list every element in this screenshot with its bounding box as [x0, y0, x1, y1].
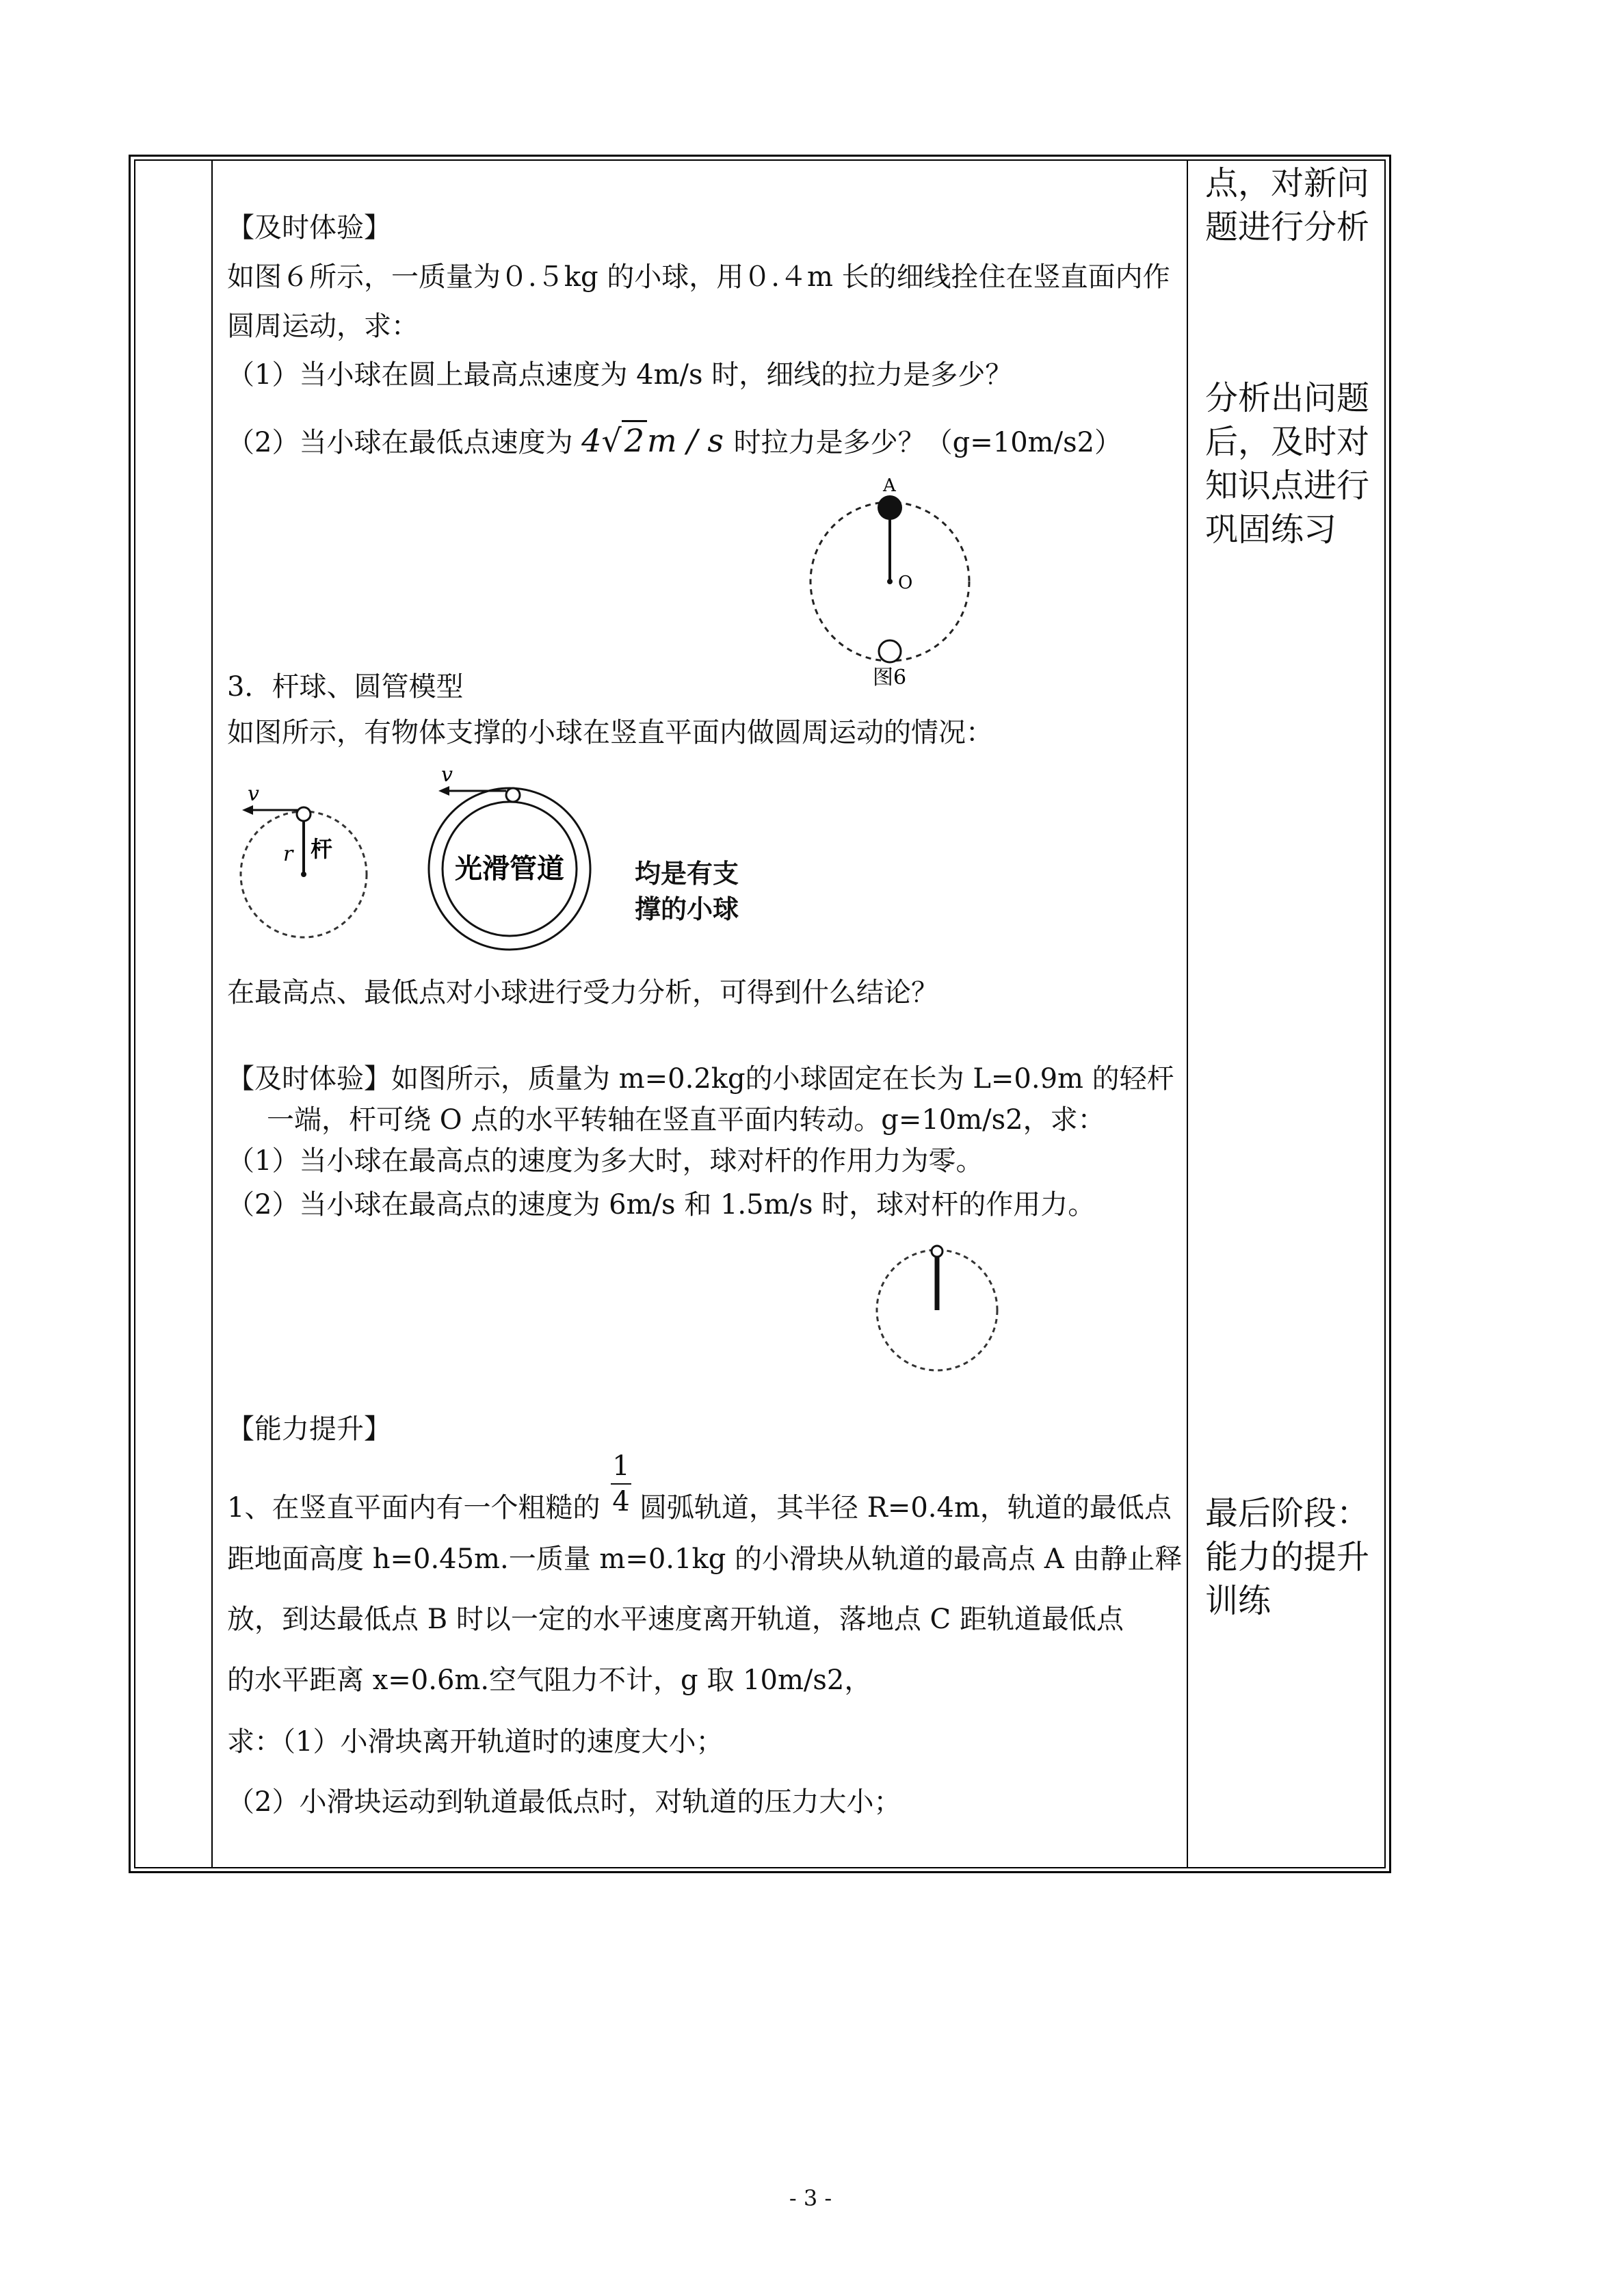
side-note-2-line2: 后，及时对	[1205, 423, 1370, 461]
rod-label-r: r	[283, 842, 293, 866]
ability-question-1: 求：（1）小滑块离开轨道时的速度大小；	[227, 1726, 724, 1758]
figure-6-center-dot	[887, 579, 893, 584]
table-border-top-outer	[129, 155, 1391, 157]
rod-arrowhead	[242, 805, 253, 815]
exp1-question-1: （1）当小球在圆上最高点速度为 4m/s 时，细线的拉力是多少？	[227, 359, 1013, 391]
exp2-line1: 【及时体验】如图所示，质量为 m=0.2kg的小球固定在长为 L=0.9m 的轻杆	[227, 1063, 1174, 1095]
pipe-label: 光滑管道	[455, 852, 564, 885]
exp1-question-2-pre: （2）当小球在最低点速度为	[227, 427, 573, 458]
exp2-line2: 一端，杆可绕 O 点的水平转轴在竖直平面内转动。g=10m/s2，求：	[267, 1104, 1105, 1136]
section-3-intro: 如图所示，有物体支撑的小球在竖直平面内做圆周运动的情况：	[227, 717, 993, 748]
rod-center	[301, 872, 306, 877]
table-border-right-inner	[1384, 159, 1386, 1868]
speed-unit: m / s	[647, 422, 724, 459]
table-divider-1	[211, 159, 213, 1868]
exp1-question-2	[227, 424, 1122, 459]
speed-radicand: 2	[622, 420, 647, 459]
sqrt-sign: √	[601, 422, 622, 459]
section-3-title: 3．杆球、圆管模型	[227, 671, 464, 703]
ability-question-2: （2）小滑块运动到轨道最低点时，对轨道的压力大小；	[227, 1786, 901, 1818]
supported-ball-note-line1: 均是有支	[635, 858, 739, 889]
fraction-numerator: 1	[612, 1450, 630, 1482]
exp1-question-2-post: 时拉力是多少？（g=10m/s2）	[733, 427, 1122, 458]
figure-6-caption: 图6	[873, 666, 907, 690]
pipe-model-figure	[421, 766, 605, 954]
figure-6-label-a: A	[883, 475, 896, 496]
side-note-3-line1: 最后阶段：	[1205, 1494, 1370, 1532]
ability-line3: 放，到达最低点 B 时以一定的水平速度离开轨道，落地点 C 距轨道最低点	[227, 1604, 1124, 1635]
side-note-3-line3: 训练	[1205, 1582, 1271, 1620]
side-note-1-line2: 题进行分析	[1205, 208, 1370, 246]
table-border-top-inner	[134, 159, 1386, 161]
fraction-bar	[611, 1483, 631, 1485]
figure-6-label-o: O	[898, 573, 913, 593]
pipe-ball	[506, 788, 520, 802]
figure-6-ball-bottom	[879, 640, 901, 662]
light-rod-ball	[932, 1246, 943, 1257]
section-3-question: 在最高点、最低点对小球进行受力分析，可得到什么结论？	[227, 977, 938, 1008]
exp1-intro-line2: 圆周运动，求：	[227, 311, 419, 342]
table-divider-2	[1187, 159, 1188, 1868]
side-note-3-line2: 能力的提升	[1205, 1538, 1370, 1576]
table-border-bottom-outer	[129, 1871, 1391, 1873]
side-note-2-line1: 分析出问题	[1205, 379, 1370, 417]
table-border-bottom-inner	[134, 1867, 1386, 1868]
ability-line1-post: 圆弧轨道，其半径 R=0.4m，轨道的最低点	[640, 1492, 1172, 1524]
exp2-question-2: （2）当小球在最高点的速度为 6m/s 和 1.5m/s 时，球对杆的作用力。	[227, 1189, 1096, 1221]
side-note-2-line3: 知识点进行	[1205, 467, 1370, 505]
exp2-question-1: （1）当小球在最高点的速度为多大时，球对杆的作用力为零。	[227, 1145, 984, 1177]
table-border-left-outer	[129, 155, 131, 1873]
speed-coefficient: 4	[581, 422, 602, 459]
table-border-right-outer	[1389, 155, 1391, 1873]
ability-line4: 的水平距离 x=0.6m.空气阻力不计，g 取 10m/s2，	[227, 1665, 872, 1696]
quarter-fraction	[611, 1450, 631, 1517]
speed-formula	[581, 420, 733, 459]
pipe-arrowhead	[438, 786, 449, 796]
ability-line1-pre: 1、在竖直平面内有一个粗糙的	[227, 1492, 601, 1524]
pipe-label-v: v	[441, 766, 453, 787]
supported-ball-note-line2: 撑的小球	[635, 893, 739, 924]
exp1-intro-line1: 如图６所示，一质量为０.５kg 的小球，用０.４m 长的细线拴住在竖直面内作	[227, 261, 1170, 293]
side-note-1-line1: 点，对新问	[1205, 164, 1370, 203]
exp1-heading: 【及时体验】	[227, 212, 391, 244]
fraction-denominator: 4	[612, 1486, 630, 1517]
table-border-left-inner	[134, 159, 135, 1868]
rod-label-gan: 杆	[311, 836, 333, 862]
page-number: - 3 -	[789, 2185, 832, 2211]
light-rod-figure	[869, 1242, 1005, 1379]
figure-6	[807, 472, 985, 698]
side-note-2-line4: 巩固练习	[1205, 510, 1337, 549]
rod-label-v: v	[248, 782, 259, 806]
rod-model-figure	[239, 780, 376, 944]
ability-line2: 距地面高度 h=0.45m.一质量 m=0.1kg 的小滑块从轨道的最高点 A 由静止释	[227, 1543, 1183, 1575]
rod-ball	[297, 807, 311, 821]
ability-heading: 【能力提升】	[227, 1413, 391, 1445]
